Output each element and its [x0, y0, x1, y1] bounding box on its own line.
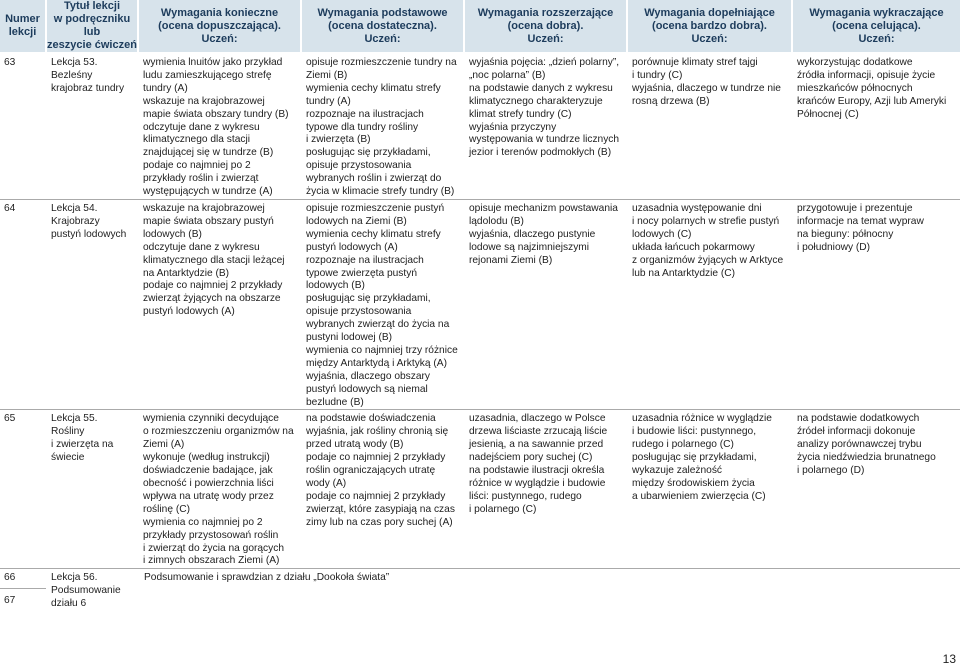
- text-line: ludu zamieszkującego strefę: [143, 69, 272, 81]
- text-line: różnice w wyglądzie i budowie: [469, 478, 606, 489]
- text-line: podaje co najmniej 2 przykłady: [143, 280, 283, 292]
- text-line: źródeł informacji dokonuje: [797, 426, 916, 438]
- text-line: opisuje rozmieszczenie tundry na: [306, 57, 457, 68]
- text-line: lodowych (B): [306, 280, 365, 292]
- text-line: roślinę (C): [143, 503, 190, 515]
- req-wykraczajace-cell: [792, 410, 960, 569]
- lesson-title: [46, 56, 138, 199]
- lesson-number: 63: [0, 56, 46, 199]
- text-line: lodowe są najzimniejszymi: [469, 241, 590, 253]
- text-line: przykłady przystosowań roślin: [143, 529, 279, 541]
- text-line: „noc polarna” (B): [469, 69, 546, 81]
- table-row: [0, 569, 960, 589]
- table-row: [0, 199, 960, 410]
- lesson-number: 65: [0, 410, 46, 569]
- text-line: opisuje rozmieszczenie pustyń: [306, 202, 445, 214]
- text-line: wybranych zwierząt do życia na: [306, 319, 450, 331]
- text-line: klimat strefy tundry (C): [469, 108, 572, 120]
- text-line: Lekcja 56.: [51, 572, 98, 584]
- text-line: krańców Europy, Azji lub Ameryki: [797, 95, 947, 107]
- text-line: drzewa liściaste zrzucają liście: [469, 426, 608, 438]
- text-line: wody (A): [306, 478, 347, 489]
- text-line: odczytuje dane z wykresu: [143, 121, 260, 133]
- text-line: Lekcja 55.: [51, 413, 98, 425]
- text-line: klimatycznego dla stacji leżącej: [143, 254, 285, 266]
- text-line: mapie świata obszary pustyń: [143, 215, 274, 227]
- text-line: i zwierzęta (B): [306, 134, 371, 146]
- req-rozszerzajace-cell: [464, 199, 627, 410]
- text-line: Północnej (C): [797, 108, 859, 120]
- text-line: wykazuje zależność: [632, 465, 723, 477]
- text-line: znajdującej się w tundrze (B): [143, 147, 274, 159]
- text-line: typowe zwierzęta pustyń: [306, 267, 417, 279]
- text-line: na bieguny: północny: [797, 228, 894, 240]
- text-line: doświadczenie badające, jak: [143, 465, 273, 477]
- text-line: na podstawie dodatkowych: [797, 413, 920, 425]
- text-line: typowe dla tundry rośliny: [306, 121, 419, 133]
- text-line: na podstawie ilustracji określa: [469, 465, 605, 477]
- text-line: wskazuje na krajobrazowej: [143, 95, 265, 107]
- text-line: a ubarwieniem zwierzęcia (C): [632, 490, 766, 502]
- text-line: lądolodu (B): [469, 215, 524, 227]
- header-req-podstawowe: Wymagania podstawowe (ocena dostateczna). Uczeń:: [301, 0, 464, 52]
- header-title: Tytuł lekcji w podręczniku lub zeszycie ćwiczeń: [47, 0, 137, 51]
- header-row: [0, 0, 960, 52]
- text-line: pustyń lodowych są niemal: [306, 383, 428, 395]
- req-dopelniajace-cell: [627, 199, 792, 410]
- page-number: 13: [942, 652, 956, 666]
- text-line: wyjaśnia, dlaczego w tundrze nie: [632, 82, 781, 94]
- text-line: wyjaśnia, jak rośliny chronią się: [306, 426, 449, 438]
- text-line: między środowiskiem życia: [632, 478, 755, 489]
- text-line: wyjaśnia, dlaczego pustynie: [469, 228, 596, 240]
- text-line: wymienia lnuitów jako przykład: [143, 57, 283, 68]
- req-konieczne-cell: [138, 56, 301, 199]
- text-line: Ziemi (B): [306, 69, 348, 81]
- text-line: życia w klimacie strefy tundry (B): [306, 186, 455, 198]
- text-line: wyjaśnia pojęcia: „dzień polarny”,: [469, 57, 620, 68]
- text-line: roślin ograniczających utratę: [306, 465, 436, 477]
- text-line: i budowie liści: pustynnego,: [632, 426, 757, 438]
- text-line: pustyń lodowych: [51, 228, 127, 240]
- req-wykraczajace-cell: [792, 199, 960, 410]
- text-line: wykonuje (według instrukcji): [143, 452, 270, 464]
- text-line: lodowych (C): [632, 228, 692, 240]
- text-line: między Antarktydą i Arktyką (A): [306, 357, 447, 369]
- text-line: mapie świata obszary tundry (B): [143, 108, 289, 120]
- text-line: występowania w tundrze licznych: [469, 134, 620, 146]
- text-line: Krajobrazy: [51, 215, 100, 227]
- req-wykraczajace-cell: [792, 56, 960, 199]
- text-line: klimatycznego dla stacji: [143, 134, 251, 146]
- text-line: wymienia co najmniej po 2: [143, 516, 263, 528]
- lesson-title: [46, 410, 138, 569]
- text-line: posługując się przykładami,: [632, 452, 757, 464]
- text-line: świecie: [51, 452, 85, 464]
- text-line: zwierząt, które zasypiają na czas: [306, 503, 455, 515]
- lesson-number: 64: [0, 199, 46, 410]
- lesson-number: 67: [4, 595, 16, 607]
- text-line: i polarnego (D): [797, 465, 865, 477]
- req-dopelniajace-cell: [627, 56, 792, 199]
- text-line: podaje co najmniej po 2: [143, 160, 251, 172]
- text-line: opisuje przystosowania: [306, 306, 412, 318]
- text-line: lodowych (B): [143, 228, 202, 240]
- text-line: na podstawie danych z wykresu: [469, 82, 613, 94]
- req-podstawowe-cell: [301, 410, 464, 569]
- req-dopelniajace-cell: [627, 410, 792, 569]
- text-line: Rośliny: [51, 426, 85, 438]
- header-req-konieczne: Wymagania konieczne (ocena dopuszczająca). Uczeń:: [138, 0, 301, 52]
- text-line: klimatycznego charakteryzuje: [469, 95, 603, 107]
- text-line: wymienia cechy klimatu strefy: [306, 82, 441, 94]
- text-line: pustyni lodowej (B): [306, 332, 393, 344]
- table-row: [0, 410, 960, 569]
- text-line: porównuje klimaty stref tajgi: [632, 57, 758, 68]
- text-line: uzasadnia, dlaczego w Polsce: [469, 413, 606, 425]
- text-line: Bezleśny: [51, 69, 93, 81]
- text-line: Lekcja 53.: [51, 57, 98, 68]
- text-line: Ziemi (A): [143, 439, 185, 451]
- text-line: o rozmieszczeniu organizmów na: [143, 426, 294, 438]
- text-line: i tundry (C): [632, 69, 683, 81]
- text-line: podaje co najmniej 2 przykłady: [306, 490, 446, 502]
- text-line: przykłady roślin i zwierząt: [143, 173, 259, 185]
- text-line: uzasadnia występowanie dni: [632, 202, 762, 214]
- lesson-title: [46, 569, 138, 616]
- text-line: Lekcja 54.: [51, 202, 98, 214]
- text-line: tundry (A): [306, 95, 351, 107]
- summary-cell: Podsumowanie i sprawdzian z działu „Dookoła świata”: [144, 572, 390, 584]
- header-req-dopelniajace: Wymagania dopełniające (ocena bardzo dobra). Uczeń:: [627, 0, 792, 52]
- req-konieczne-cell: [138, 410, 301, 569]
- text-line: wskazuje na krajobrazowej: [143, 202, 265, 214]
- text-line: rosną drzewa (B): [632, 95, 710, 107]
- text-line: źródła informacji, opisuje życie: [797, 69, 936, 81]
- text-line: analizy porównawczej trybu: [797, 439, 922, 451]
- text-line: bezludne (B): [306, 396, 364, 408]
- text-line: pustyń lodowych (A): [306, 241, 398, 253]
- text-line: wymienia co najmniej trzy różnice: [306, 344, 458, 356]
- header-req-rozszerzajace: Wymagania rozszerzające (ocena dobra). Uczeń:: [464, 0, 627, 52]
- text-line: wybranych roślin i zwierząt do: [306, 173, 442, 185]
- req-konieczne-cell: [138, 199, 301, 410]
- text-line: krajobraz tundry: [51, 82, 125, 94]
- text-line: lub na Antarktydzie (C): [632, 267, 736, 279]
- text-line: i nocy polarnych w strefie pustyń: [632, 215, 780, 227]
- text-line: rozpoznaje na ilustracjach: [306, 254, 424, 266]
- header-num: Numer lekcji: [0, 0, 46, 52]
- text-line: występujących w tundrze (A): [143, 186, 273, 198]
- text-line: uzasadnia różnice w wyglądzie: [632, 413, 772, 425]
- text-line: podaje co najmniej 2 przykłady: [306, 452, 446, 464]
- text-line: i południowy (D): [797, 241, 871, 253]
- text-line: jesienią, a na sawannie przed: [469, 439, 604, 451]
- text-line: wymienia czynniki decydujące: [143, 413, 279, 425]
- text-line: wymienia cechy klimatu strefy: [306, 228, 441, 240]
- text-line: tundry (A): [143, 82, 188, 94]
- text-line: mieszkańców północnych: [797, 82, 913, 94]
- text-line: życia niedźwiedzia brunatnego: [797, 452, 936, 464]
- text-line: obecność i powierzchnia liści: [143, 478, 274, 489]
- text-line: nadejściem pory suchej (C): [469, 452, 593, 464]
- text-line: układa łańcuch pokarmowy: [632, 241, 755, 253]
- lesson-title: [46, 199, 138, 410]
- text-line: przygotowuje i prezentuje: [797, 202, 913, 214]
- text-line: lodowych na Ziemi (B): [306, 215, 407, 227]
- text-line: wpływa na utratę wody przez: [143, 490, 274, 502]
- text-line: wykorzystując dodatkowe: [797, 57, 913, 68]
- text-line: wyjaśnia, dlaczego obszary: [306, 370, 431, 382]
- req-rozszerzajace-cell: [464, 56, 627, 199]
- header-req-wykraczajace: Wymagania wykraczające (ocena celująca). Uczeń:: [792, 0, 960, 52]
- text-line: odczytuje dane z wykresu: [143, 241, 260, 253]
- text-line: jezior i terenów podmokłych (B): [469, 147, 612, 159]
- text-line: i zwierzęta na: [51, 439, 114, 451]
- text-line: opisuje przystosowania: [306, 160, 412, 172]
- text-line: rozpoznaje na ilustracjach: [306, 108, 424, 120]
- text-line: zwierząt żyjących na obszarze: [143, 293, 281, 305]
- text-line: informacje na temat wypraw: [797, 215, 924, 227]
- text-line: i polarnego (C): [469, 503, 537, 515]
- text-line: wyjaśnia przyczyny: [469, 121, 557, 133]
- text-line: pustyń lodowych (A): [143, 306, 235, 318]
- text-line: Podsumowanie: [51, 585, 121, 597]
- text-line: na podstawie doświadczenia: [306, 413, 436, 425]
- table-row: [0, 56, 960, 199]
- text-line: działu 6: [51, 598, 87, 610]
- text-line: posługując się przykładami,: [306, 147, 431, 159]
- text-line: opisuje mechanizm powstawania: [469, 202, 618, 214]
- text-line: i zimnych obszarach Ziemi (A): [143, 555, 280, 567]
- text-line: rudego i polarnego (C): [632, 439, 734, 451]
- text-line: i zwierząt do życia na gorących: [143, 542, 284, 554]
- text-line: rejonami Ziemi (B): [469, 254, 553, 266]
- lesson-number: 66: [0, 569, 46, 589]
- req-podstawowe-cell: [301, 56, 464, 199]
- text-line: zimy lub na czas pory suchej (A): [306, 516, 453, 528]
- text-line: na Antarktydzie (B): [143, 267, 230, 279]
- req-rozszerzajace-cell: [464, 410, 627, 569]
- text-line: liści: pustynnego, rudego: [469, 490, 582, 502]
- text-line: z organizmów żyjących w Arktyce: [632, 254, 784, 266]
- text-line: posługując się przykładami,: [306, 293, 431, 305]
- text-line: przed utratą wody (B): [306, 439, 404, 451]
- req-podstawowe-cell: [301, 199, 464, 410]
